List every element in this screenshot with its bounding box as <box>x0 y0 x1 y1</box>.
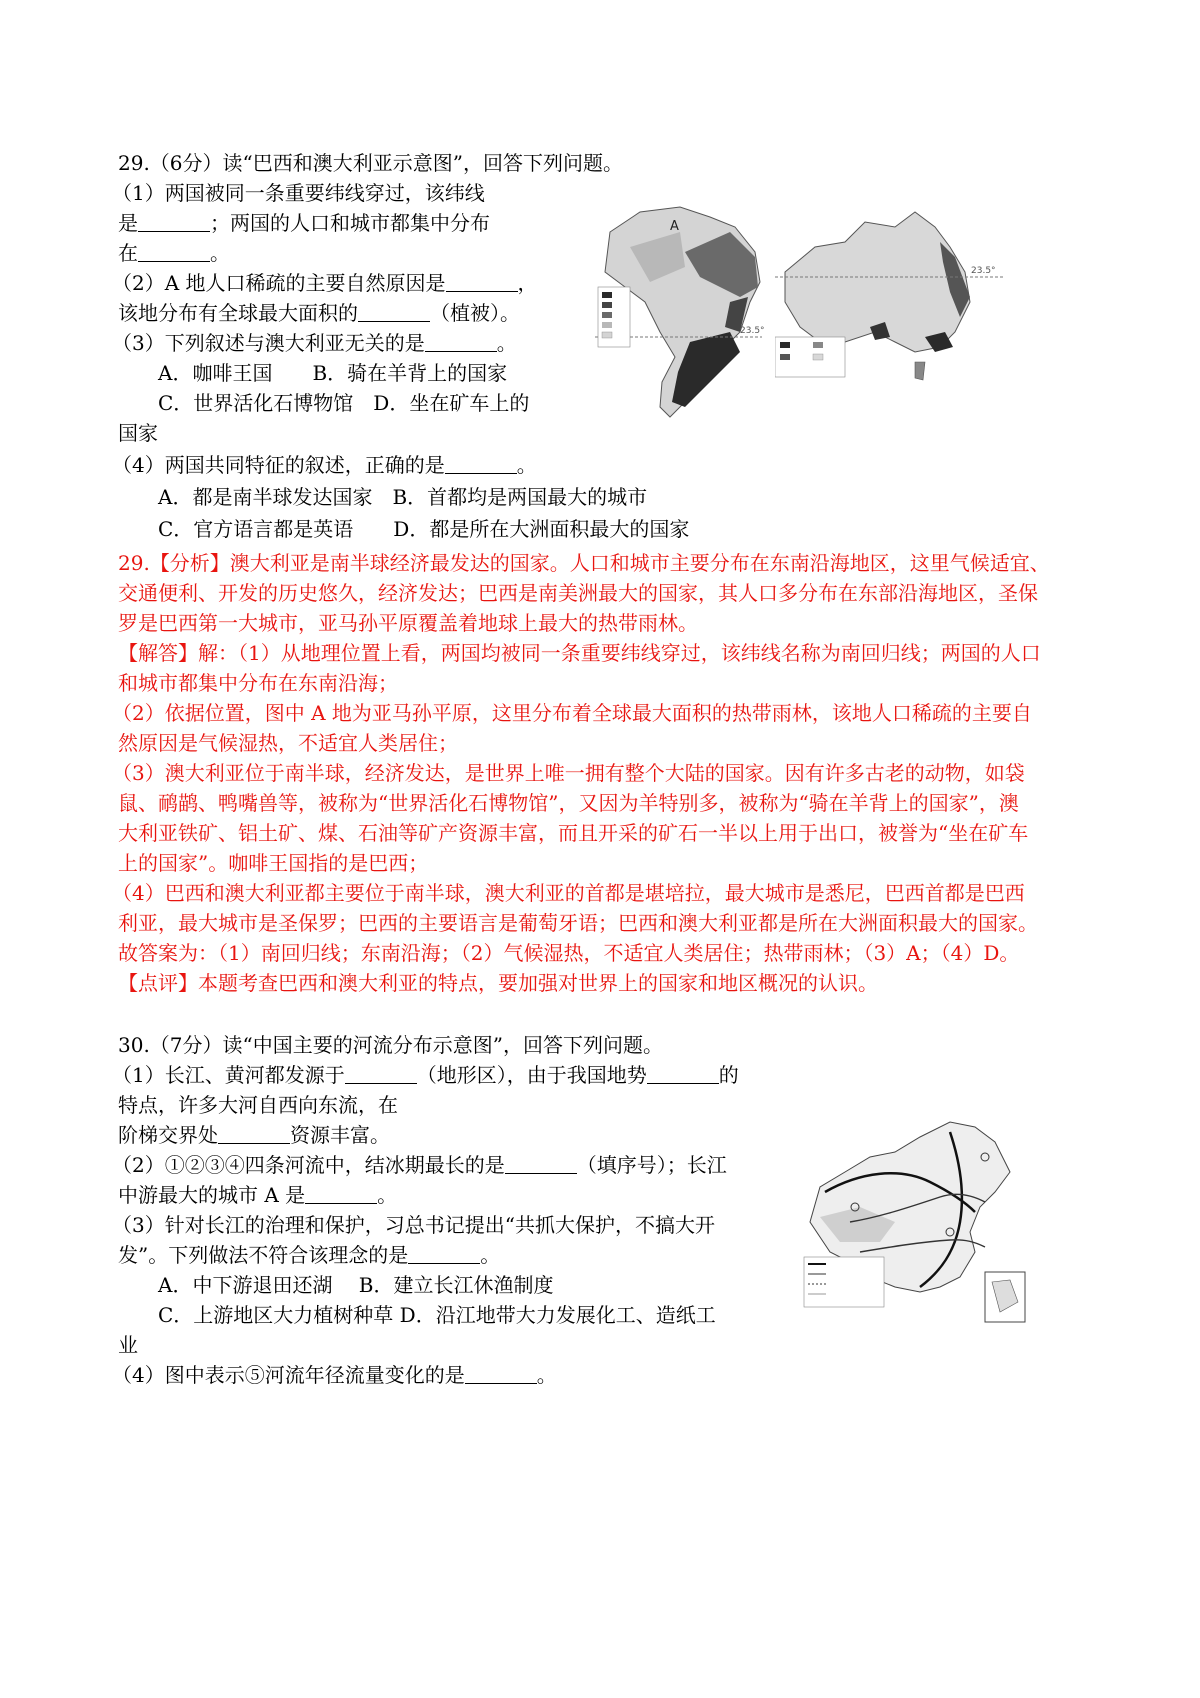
answer29-line10: 大利亚铁矿、铝土矿、煤、石油等矿产资源丰富，而且开采的矿石一半以上用于出口，被誉为“坐在矿车 <box>118 821 1029 845</box>
q30-part3-options2-cont: 业 <box>118 1333 138 1357</box>
answer-blank <box>647 1063 719 1084</box>
answer29-line3: 罗是巴西第一大城市，亚马孙平原覆盖着地球上最大的热带雨林。 <box>118 611 698 635</box>
brazil-label-a: A <box>670 219 679 234</box>
answer29-line15: 【点评】本题考查巴西和澳大利亚的特点，要加强对世界上的国家和地区概况的认识。 <box>118 971 878 995</box>
answer29-line9: 鼠、鸸鹋、鸭嘴兽等，被称为“世界活化石博物馆”，又因为羊特别多，被称为“骑在羊背上的国家”，澳 <box>118 791 1019 815</box>
answer-blank <box>445 453 517 474</box>
answer-blank <box>138 241 210 262</box>
q29-part3-options2: C．世界活化石博物馆 D．坐在矿车上的 <box>158 391 530 415</box>
answer29-line6: （2）依据位置，图中 A 地为亚马孙平原，这里分布着全球最大面积的热带雨林，该地人口稀疏的主要自 <box>112 701 1032 725</box>
answer29-line11: 上的国家”。咖啡王国指的是巴西； <box>118 851 429 875</box>
q29-part1-line2: 是 ；两国的人口和城市都集中分布 <box>118 211 490 235</box>
q30-part3-line1: （3）针对长江的治理和保护，习总书记提出“共抓大保护，不搞大开 <box>112 1213 715 1237</box>
q29-part4-options2: C．官方语言都是英语 D．都是所在大洲面积最大的国家 <box>158 517 690 541</box>
answer-blank <box>345 1063 417 1084</box>
answer-blank <box>425 331 497 352</box>
china-rivers-map <box>800 1112 1040 1334</box>
q30-part3-options2: C．上游地区大力植树种草 D．沿江地带大力发展化工、造纸工 <box>158 1303 716 1327</box>
answer29-line4: 【解答】解：（1）从地理位置上看，两国均被同一条重要纬线穿过，该纬线名称为南回归线；两国的人口 <box>118 641 1041 665</box>
q30-part3-options1: A．中下游退田还湖 B．建立长江休渔制度 <box>158 1273 554 1297</box>
q30-part4: （4）图中表示⑤河流年径流量变化的是 。 <box>112 1363 557 1387</box>
q29-part4: （4）两国共同特征的叙述，正确的是 。 <box>112 453 537 477</box>
answer29-line13: 利亚，最大城市是圣保罗；巴西的主要语言是葡萄牙语；巴西和澳大利亚都是所在大洲面积最大的国家。 <box>118 911 1038 935</box>
answer-blank <box>305 1183 377 1204</box>
q29-title: 29.（6分）读“巴西和澳大利亚示意图”，回答下列问题。 <box>118 151 623 175</box>
q30-part1-line3: 阶梯交界处 资源丰富。 <box>118 1123 390 1147</box>
q29-part1-line1: （1）两国被同一条重要纬线穿过，该纬线 <box>112 181 485 205</box>
answer-blank <box>138 211 210 232</box>
q29-part2-line2: 该地分布有全球最大面积的 （植被）。 <box>118 301 520 325</box>
q29-part4-options1: A．都是南半球发达国家 B．首都均是两国最大的城市 <box>158 485 648 509</box>
brazil-latitude-label: 23.5° <box>740 326 765 336</box>
q30-part3-line2: 发”。下列做法不符合该理念的是 。 <box>118 1243 501 1267</box>
australia-map <box>775 202 1005 392</box>
q29-part3-options2-cont: 国家 <box>118 421 158 445</box>
answer29-line8: （3）澳大利亚位于南半球，经济发达，是世界上唯一拥有整个大陆的国家。因有许多古老的动物，如袋 <box>112 761 1025 785</box>
answer29-line12: （4）巴西和澳大利亚都主要位于南半球，澳大利亚的首都是堪培拉，最大城市是悉尼，巴西首都是巴西 <box>112 881 1025 905</box>
answer-blank <box>505 1153 577 1174</box>
answer-blank <box>446 271 518 292</box>
answer29-line2: 交通便利、开发的历史悠久，经济发达；巴西是南美洲最大的国家，其人口多分布在东部沿海地区，圣保 <box>118 581 1038 605</box>
answer29-line14: 故答案为：（1）南回归线；东南沿海；（2）气候湿热，不适宜人类居住；热带雨林；（3）A；（4）D。 <box>118 941 1020 965</box>
q30-title: 30.（7分）读“中国主要的河流分布示意图”，回答下列问题。 <box>118 1033 663 1057</box>
q29-part3-options1: A．咖啡王国 B．骑在羊背上的国家 <box>158 361 508 385</box>
q30-part1-line2: 特点，许多大河自西向东流，在 <box>118 1093 398 1117</box>
answer29-line1: 29.【分析】澳大利亚是南半球经济最发达的国家。人口和城市主要分布在东南沿海地区，这里气候适宜、 <box>118 551 1050 575</box>
answer-blank <box>465 1363 537 1384</box>
brazil-map <box>590 192 765 422</box>
australia-latitude-label: 23.5° <box>971 266 996 276</box>
answer-blank <box>218 1123 290 1144</box>
answer29-line5: 和城市都集中分布在东南沿海； <box>118 671 398 695</box>
q30-part2-line2: 中游最大的城市 A 是 。 <box>118 1183 398 1207</box>
q30-part2-line1: （2）①②③④四条河流中，结冰期最长的是 （填序号）；长江 <box>112 1153 727 1177</box>
q29-part3: （3）下列叙述与澳大利亚无关的是 。 <box>112 331 517 355</box>
answer-blank <box>358 301 430 322</box>
answer29-line7: 然原因是气候湿热，不适宜人类居住； <box>118 731 458 755</box>
q30-part1-line1: （1）长江、黄河都发源于 （地形区），由于我国地势 的 <box>112 1063 739 1087</box>
q29-part2-line1: （2）A 地人口稀疏的主要自然原因是 ， <box>112 271 538 295</box>
answer-blank <box>408 1243 480 1264</box>
q29-part1-line3: 在 。 <box>118 241 230 265</box>
